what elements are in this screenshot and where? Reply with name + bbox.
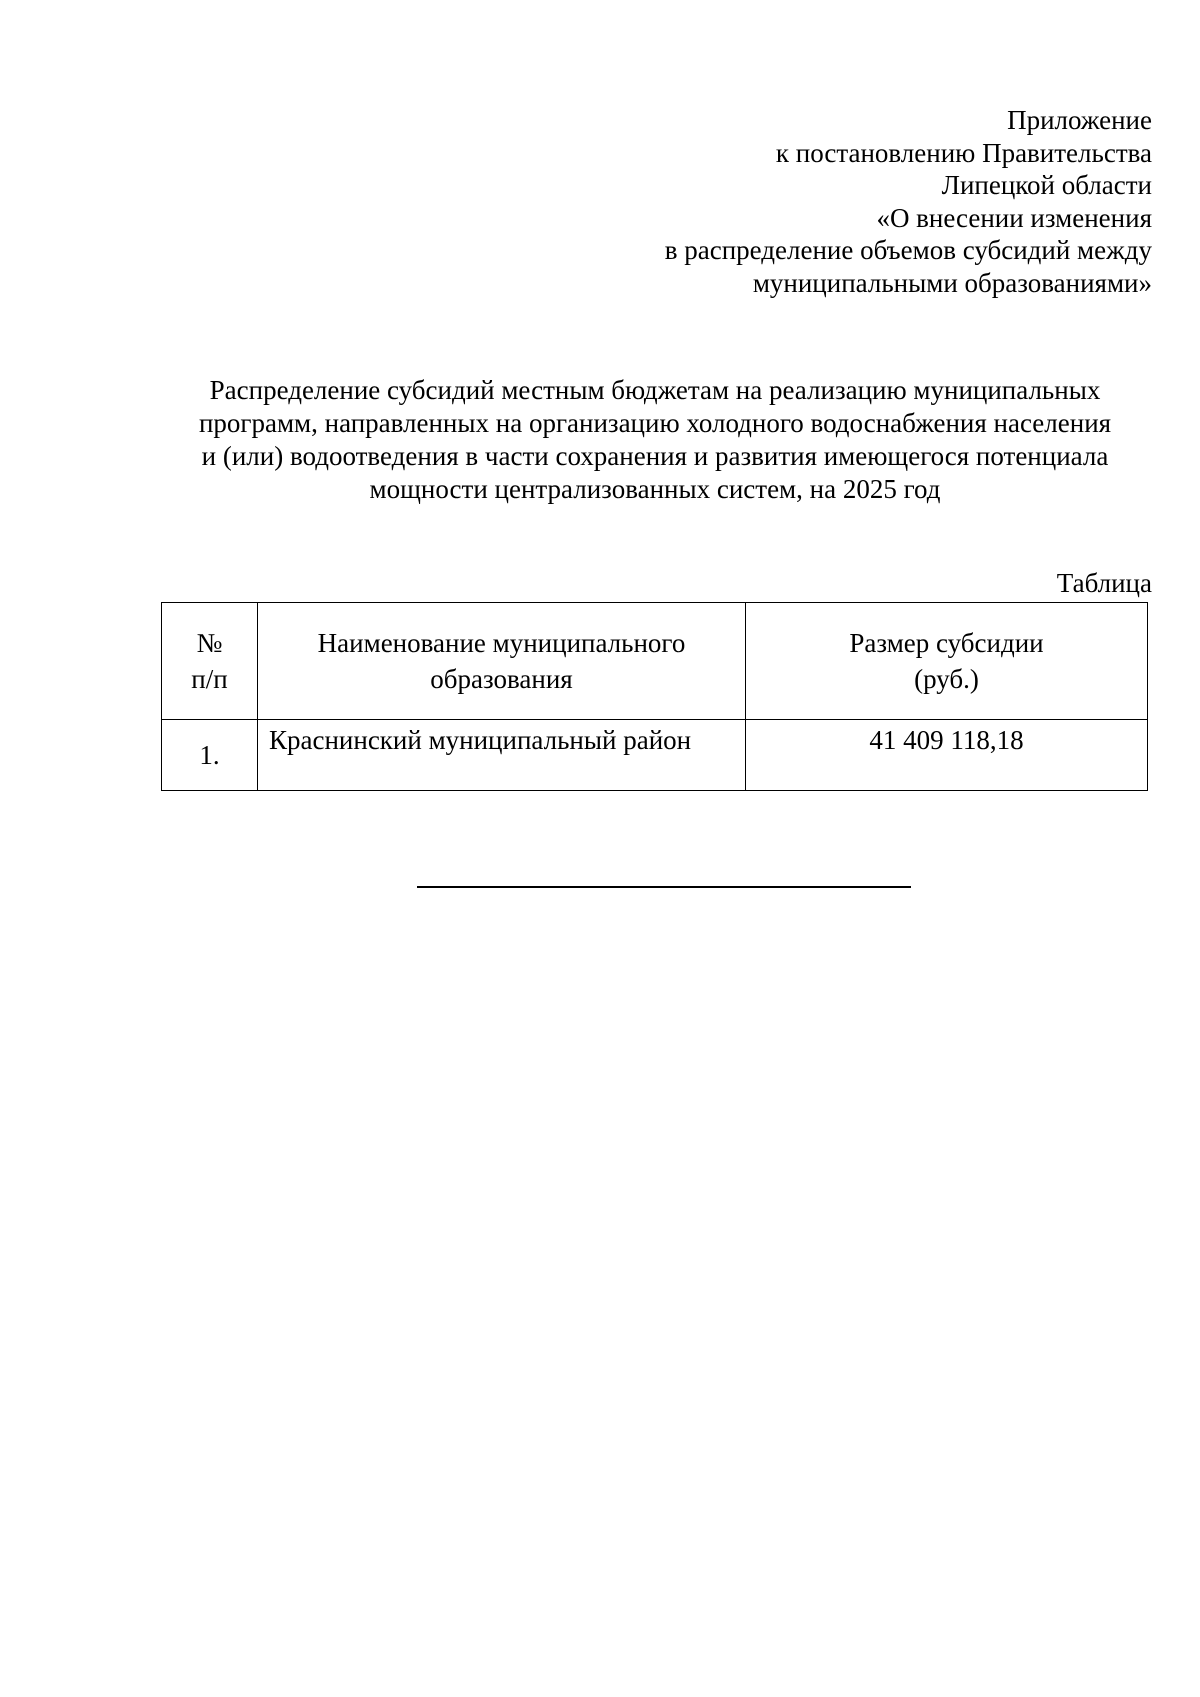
header-name — [258, 603, 746, 720]
subsidy-table — [161, 602, 1148, 791]
appendix-line: к постановлению Правительства — [775, 137, 1152, 168]
title-line: и (или) водоотведения в части сохранения и развития имеющегося потенциала — [201, 441, 1109, 471]
header-num-line: № — [196, 628, 223, 658]
cell-row-number: 1. — [162, 720, 258, 791]
title-line: программ, направленных на организацию холодного водоснабжения населения — [198, 408, 1112, 438]
appendix-block — [532, 104, 1152, 299]
appendix-line: муниципальными образованиями» — [752, 267, 1152, 298]
cell-municipality-name: Краснинский муниципальный район — [258, 720, 746, 791]
cell-subsidy-amount: 41 409 118,18 — [746, 720, 1148, 791]
table-header-row — [162, 603, 1148, 720]
table-caption: Таблица — [1056, 568, 1152, 598]
header-amount-line: Размер субсидии — [849, 628, 1044, 658]
appendix-line: Приложение — [1007, 105, 1152, 135]
table-row — [162, 720, 1148, 791]
header-num — [162, 603, 258, 720]
header-name-line: Наименование муниципального — [317, 628, 686, 658]
title-line: мощности централизованных систем, на 2025 год — [369, 474, 941, 504]
header-name-line: образования — [430, 664, 573, 694]
header-num-line: п/п — [191, 664, 228, 694]
appendix-line: Липецкой области — [941, 170, 1152, 200]
appendix-line: в распределение объемов субсидий между — [664, 235, 1152, 265]
header-amount-line: (руб.) — [914, 664, 979, 694]
header-amount — [746, 603, 1148, 720]
appendix-line: «О внесении изменения — [876, 202, 1152, 233]
document-title — [150, 374, 1160, 506]
title-line: Распределение субсидий местным бюджетам на реализацию муниципальных — [209, 375, 1101, 405]
end-separator-line — [417, 886, 911, 888]
